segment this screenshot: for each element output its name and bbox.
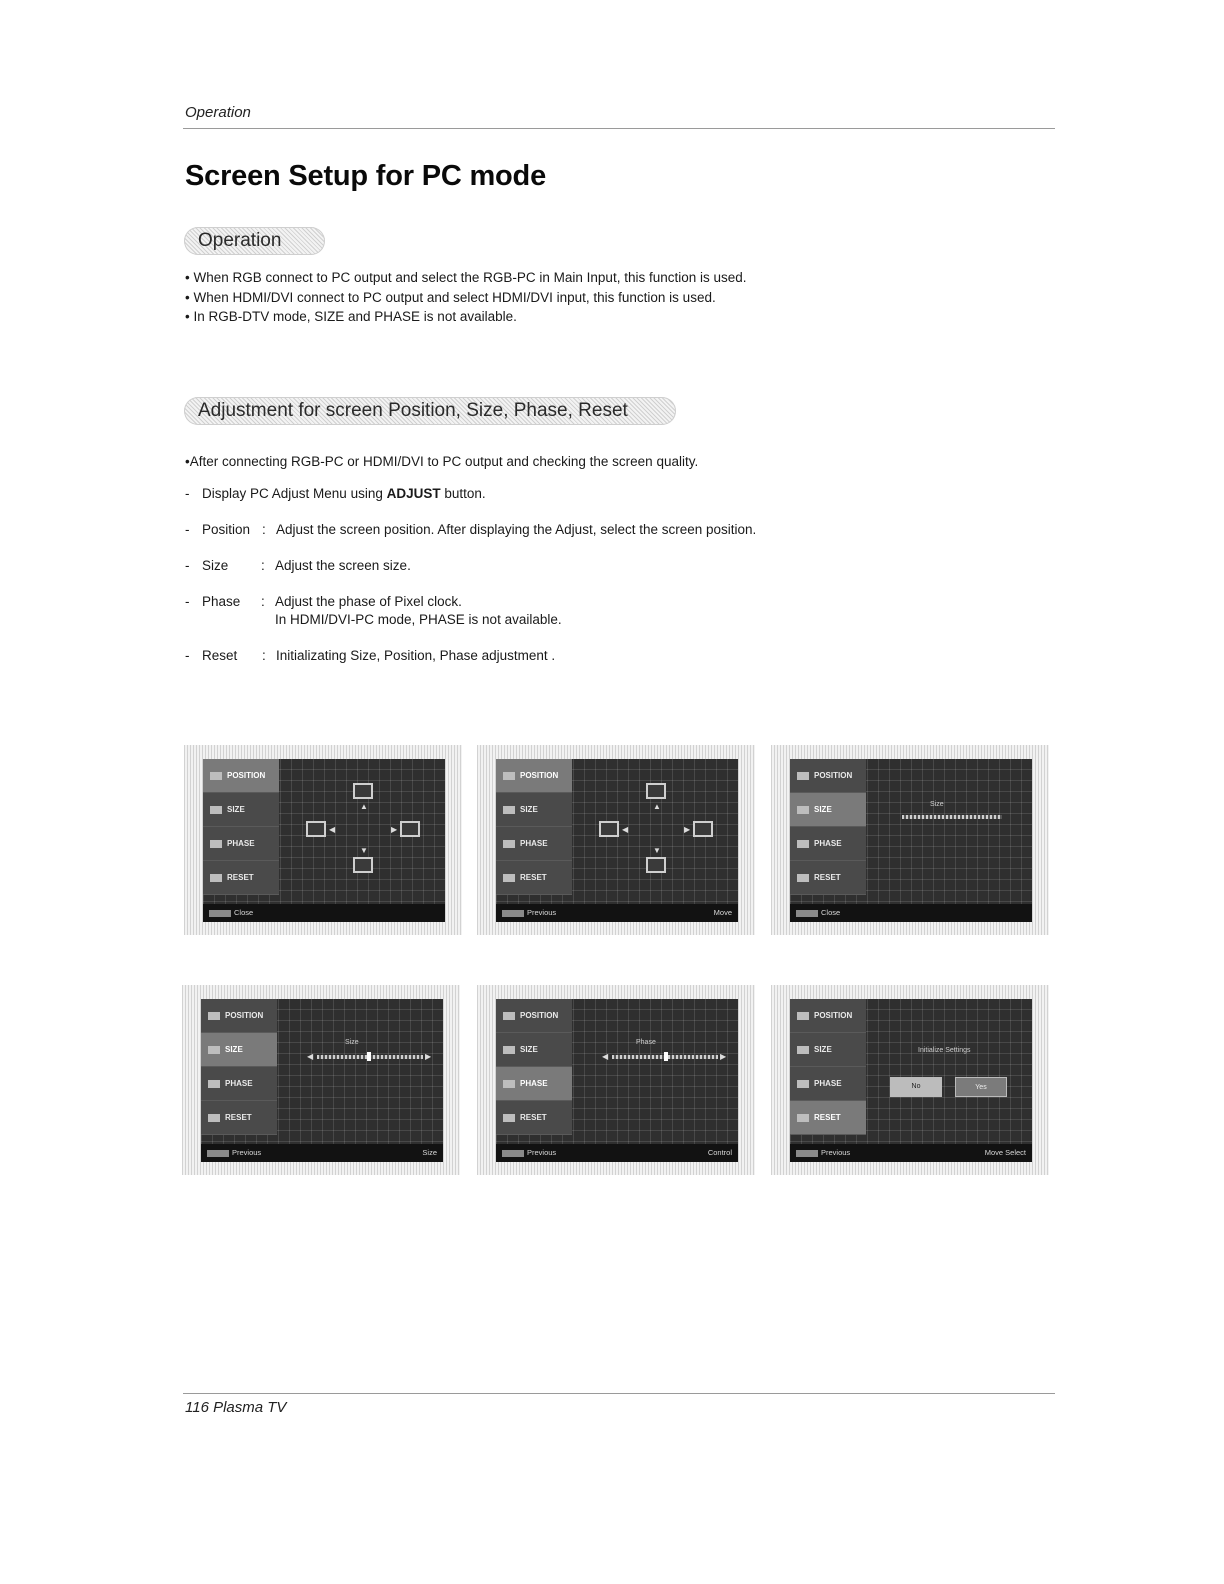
menu-item-size: SIZE	[790, 793, 866, 827]
menu-icon	[797, 840, 809, 848]
menu-icon	[503, 840, 515, 848]
right-arrow-icon: ▶	[425, 1052, 432, 1061]
item-text: Adjust the screen size.	[275, 558, 411, 573]
menu-item-phase: PHASE	[201, 1067, 277, 1101]
adjust-intro: •After connecting RGB-PC or HDMI/DVI to PC output and checking the screen quality.	[185, 454, 699, 469]
menu-item-reset: RESET	[790, 861, 866, 895]
slider-label: Size	[930, 801, 944, 808]
menu-key-icon	[209, 910, 231, 917]
menu-item-reset: RESET	[496, 861, 572, 895]
menu-item-size: SIZE	[496, 1033, 572, 1067]
menu-item-size: SIZE	[201, 1033, 277, 1067]
menu-icon	[797, 874, 809, 882]
up-arrow-icon: ▲	[653, 802, 661, 811]
screenshot-size-menu	[771, 745, 1049, 935]
menu-icon	[503, 772, 515, 780]
menu-item-reset: RESET	[203, 861, 279, 895]
menu-key-icon	[502, 910, 524, 917]
menu-item-size: SIZE	[790, 1033, 866, 1067]
screenshot-position-menu	[184, 745, 462, 935]
screenshot-phase-adjust	[477, 985, 755, 1175]
screen-down-icon	[646, 857, 666, 873]
item-text: Adjust the screen position. After displaying the Adjust, select the screen position.	[276, 522, 757, 537]
screenshot-position-adjust	[477, 745, 755, 935]
screen-right-icon	[400, 821, 420, 837]
size-slider-knob	[367, 1052, 371, 1061]
no-button: No	[890, 1077, 942, 1097]
tv-screen	[203, 759, 445, 922]
menu-item-position: POSITION	[201, 999, 277, 1033]
menu-item-phase: PHASE	[790, 827, 866, 861]
slider-label: Phase	[636, 1039, 656, 1046]
item-size: - Size : Adjust the screen size.	[185, 558, 411, 573]
item-text: Adjust the phase of Pixel clock.	[275, 594, 462, 609]
menu-icon	[503, 1114, 515, 1122]
menu-key-icon	[796, 910, 818, 917]
menu-item-position: POSITION	[496, 999, 572, 1033]
down-arrow-icon: ▼	[360, 846, 368, 855]
item-position: - Position : Adjust the screen position. After displaying the Adjust, select the screen position.	[185, 522, 757, 537]
menu-item-reset: RESET	[201, 1101, 277, 1135]
yes-button: Yes	[955, 1077, 1007, 1097]
operation-bullets	[185, 268, 747, 327]
menu-key-icon	[207, 1150, 229, 1157]
tv-screen	[496, 999, 738, 1162]
section-heading-adjustment: Adjustment for screen Position, Size, Phase, Reset	[184, 397, 676, 425]
bullet-3: • In RGB-DTV mode, SIZE and PHASE is not available.	[185, 309, 517, 324]
menu-item-phase: PHASE	[790, 1067, 866, 1101]
bottom-bar: Close	[203, 904, 445, 922]
down-arrow-icon: ▼	[653, 846, 661, 855]
screen-up-icon	[353, 783, 373, 799]
tv-screen	[790, 759, 1032, 922]
menu-item-phase: PHASE	[496, 1067, 572, 1101]
slider-label: Size	[345, 1039, 359, 1046]
menu-item-phase: PHASE	[203, 827, 279, 861]
adjust-button-name: ADJUST	[386, 486, 441, 501]
menu-icon	[797, 772, 809, 780]
menu-key-icon	[502, 1150, 524, 1157]
header-rule	[183, 128, 1055, 129]
item-label: Position	[202, 522, 251, 537]
tv-screen	[201, 999, 443, 1162]
menu-item-position: POSITION	[790, 999, 866, 1033]
item-phase: - Phase : Adjust the phase of Pixel clock.	[185, 594, 462, 609]
screen-left-icon	[599, 821, 619, 837]
right-arrow-icon: ▶	[684, 825, 691, 834]
phase-note: In HDMI/DVI-PC mode, PHASE is not available.	[275, 612, 562, 627]
right-arrow-icon: ▶	[720, 1052, 727, 1061]
bottom-bar: Previous Size	[201, 1144, 443, 1162]
bullet-2: • When HDMI/DVI connect to PC output and select HDMI/DVI input, this function is used.	[185, 289, 716, 305]
menu-icon	[797, 1046, 809, 1054]
left-arrow-icon: ◀	[329, 825, 336, 834]
step-display-menu: - Display PC Adjust Menu using ADJUST button.	[185, 486, 486, 501]
menu-item-reset: RESET	[496, 1101, 572, 1135]
menu-icon	[210, 840, 222, 848]
tv-screen	[790, 999, 1032, 1162]
tv-screen	[496, 759, 738, 922]
step1-text-end: button.	[440, 486, 486, 501]
bullet-1: • When RGB connect to PC output and select the RGB-PC in Main Input, this function is used.	[185, 270, 747, 285]
menu-icon	[210, 772, 222, 780]
page-footer: 116 Plasma TV	[185, 1399, 287, 1416]
menu-icon	[208, 1080, 220, 1088]
up-arrow-icon: ▲	[360, 802, 368, 811]
menu-icon	[503, 1080, 515, 1088]
bottom-bar: Previous Control	[496, 1144, 738, 1162]
menu-icon	[208, 1046, 220, 1054]
bottom-bar: Previous Move Select	[790, 1144, 1032, 1162]
bottom-bar: Previous Move	[496, 904, 738, 922]
footer-rule	[183, 1393, 1055, 1394]
menu-icon	[797, 1114, 809, 1122]
screenshot-size-adjust	[182, 985, 460, 1175]
screen-down-icon	[353, 857, 373, 873]
menu-icon	[797, 806, 809, 814]
step1-text: Display PC Adjust Menu using	[202, 486, 387, 501]
page-title: Screen Setup for PC mode	[185, 160, 546, 192]
right-arrow-icon: ▶	[391, 825, 398, 834]
menu-key-icon	[796, 1150, 818, 1157]
item-label: Size	[202, 558, 229, 573]
size-slider-track	[902, 815, 1002, 819]
screen-up-icon	[646, 783, 666, 799]
menu-icon	[503, 1046, 515, 1054]
left-arrow-icon: ◀	[622, 825, 629, 834]
item-label: Phase	[202, 594, 241, 609]
menu-icon	[797, 1080, 809, 1088]
left-arrow-icon: ◀	[602, 1052, 609, 1061]
running-head: Operation	[185, 104, 251, 121]
menu-icon	[210, 806, 222, 814]
initialize-label: Initialize Settings	[918, 1047, 971, 1054]
item-label: Reset	[202, 648, 238, 663]
menu-icon	[503, 806, 515, 814]
left-arrow-icon: ◀	[307, 1052, 314, 1061]
menu-item-position: POSITION	[790, 759, 866, 793]
menu-item-position: POSITION	[496, 759, 572, 793]
item-reset: - Reset : Initializating Size, Position, Phase adjustment .	[185, 648, 556, 663]
section-heading-operation: Operation	[184, 227, 325, 255]
menu-icon	[208, 1114, 220, 1122]
menu-icon	[797, 1012, 809, 1020]
menu-item-position: POSITION	[203, 759, 279, 793]
menu-icon	[503, 1012, 515, 1020]
phase-slider-knob	[664, 1052, 668, 1061]
screen-right-icon	[693, 821, 713, 837]
menu-icon	[208, 1012, 220, 1020]
screenshot-reset	[771, 985, 1049, 1175]
menu-item-size: SIZE	[496, 793, 572, 827]
menu-icon	[503, 874, 515, 882]
screen-left-icon	[306, 821, 326, 837]
menu-item-size: SIZE	[203, 793, 279, 827]
menu-icon	[210, 874, 222, 882]
menu-item-reset: RESET	[790, 1101, 866, 1135]
item-text: Initializating Size, Position, Phase adjustment .	[276, 648, 556, 663]
bottom-bar: Close	[790, 904, 1032, 922]
menu-item-phase: PHASE	[496, 827, 572, 861]
